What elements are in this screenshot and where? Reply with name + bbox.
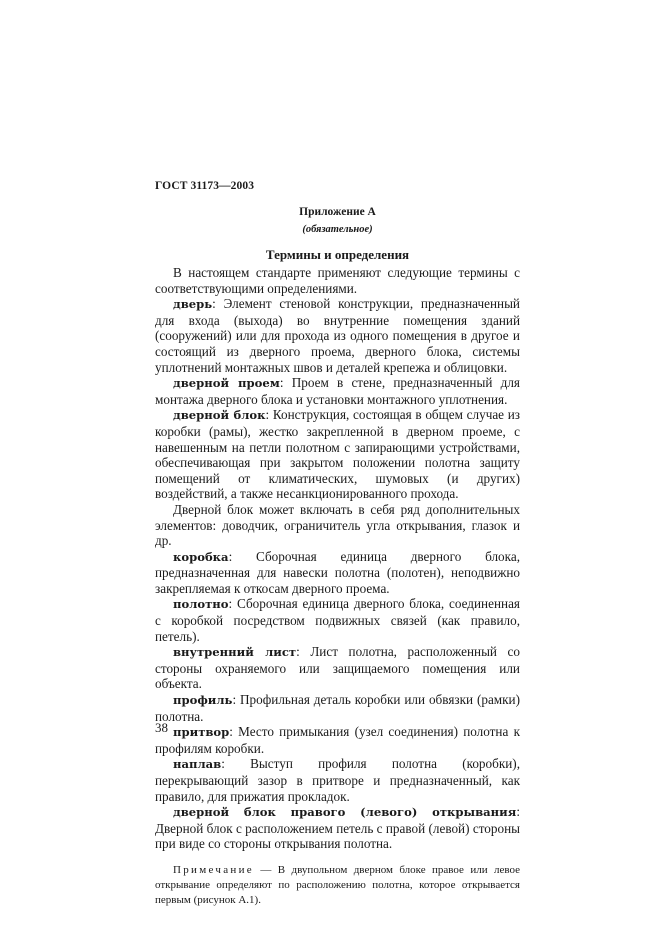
definition-door [155, 296, 520, 375]
note-label: Примечание [173, 863, 254, 876]
definition-text: : Профильная деталь коробки или обвязки (рамки) полотна. [155, 692, 520, 724]
term: наплав [173, 757, 222, 772]
term: профиль [173, 693, 233, 708]
definition-text: : Выступ профиля полотна (коробки), перекрывающий зазор в притворе и предназначенный, как правило, для прижатия прокладок. [155, 756, 520, 804]
page-number: 38 [155, 720, 168, 735]
definition-text: : Сборочная единица дверного блока, предназначенная для навески полотна (полотен), неподвижно закрепляемая к откосам дверного проема. [155, 548, 520, 596]
definition-text: : Конструкция, состоящая в общем случае из коробки (рамы), жестко закрепленной в дверном проеме, с навешенным на петли полотном с запирающими устройствами, обеспечивающая при закрытом положении полотна защиту помещений от климатических, шумовых (и других) воздействий, а также несанкционированного прохода. [155, 407, 520, 502]
definition-door-opening [155, 375, 520, 407]
definition-opening-side [155, 804, 520, 852]
term: дверной проем [173, 376, 280, 391]
section-title: Термины и определения [265, 247, 410, 262]
definition-rebate [155, 724, 520, 756]
definition-leaf [155, 596, 520, 644]
definition-text: : Место примыкания (узел соединения) полотна к профилям коробки. [155, 724, 520, 756]
definition-text: : Лист полотна, расположенный со стороны охраняемого или защищаемого помещения или объекта. [155, 644, 520, 692]
note-text: — В двупольном дверном блоке правое или левое открывание определяют по расположению полотна, которое открывается первым (рисунок А.1). [155, 863, 520, 906]
door-block-note-paragraph [155, 502, 520, 549]
document-header: ГОСТ 31173—2003 [155, 180, 255, 192]
definition-door-block [155, 407, 520, 502]
appendix-status: (обязательное) [302, 224, 373, 235]
document-body [155, 265, 520, 919]
definition-text: : Сборочная единица дверного блока, соединенная с коробкой посредством подвижных связей (как правило, петель). [155, 596, 520, 644]
definition-overlap [155, 756, 520, 804]
definition-text: : Элемент стеновой конструкции, предназначенный для входа (выхода) во внутренние помещения зданий (сооружений) или для прохода из одного помещения в другое и состоящий из дверного проема, дверного блока, системы уплотнений монтажных швов и деталей крепежа и облицовки. [155, 296, 520, 375]
note-paragraph [155, 863, 520, 908]
term: полотно [173, 597, 229, 612]
term: коробка [173, 549, 229, 564]
definition-text: : Проем в стене, предназначенный для монтажа дверного блока и установки монтажного уплотнения. [155, 375, 520, 407]
term: дверной блок правого (левого) открывания [173, 805, 517, 820]
definition-frame [155, 549, 520, 597]
term: дверной блок [173, 408, 266, 423]
term: притвор [173, 725, 230, 740]
paragraph-text: Дверной блок может включать в себя ряд дополнительных элементов: доводчик, ограничитель угла открывания, глазок и др. [155, 501, 520, 549]
term: дверь [173, 297, 213, 312]
intro-paragraph: В настоящем стандарте применяют следующие термины с соответствующими определениями. [155, 265, 520, 296]
definition-profile [155, 692, 520, 724]
appendix-title: Приложение А [299, 206, 376, 218]
definition-inner-sheet [155, 644, 520, 692]
term: внутренний лист [173, 645, 297, 660]
definition-text: : Дверной блок с расположением петель с правой (левой) стороны при виде со стороны открывания полотна. [155, 804, 520, 852]
